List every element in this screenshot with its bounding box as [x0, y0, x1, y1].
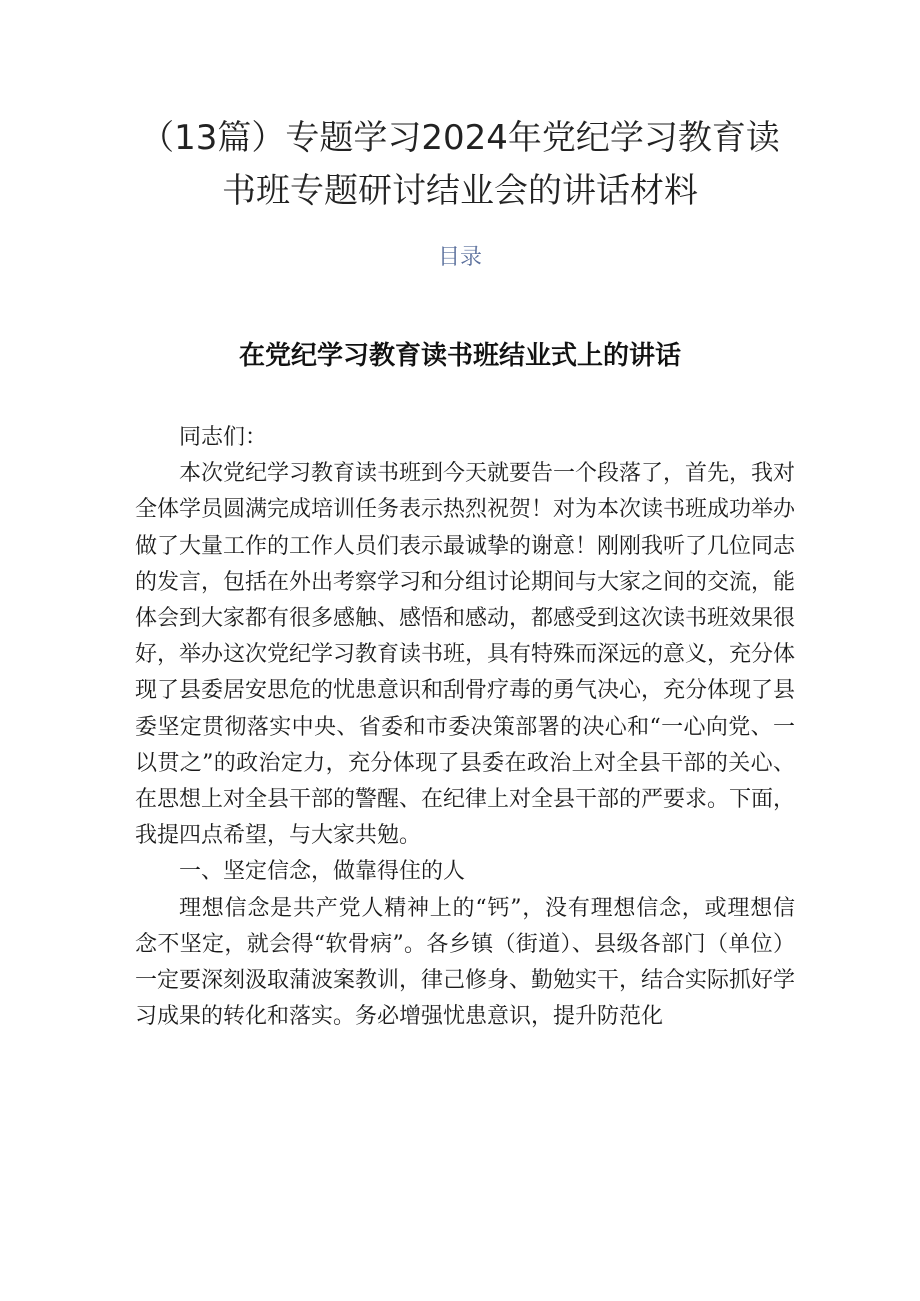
section-title: 在党纪学习教育读书班结业式上的讲话	[238, 341, 681, 371]
document-title-line-1: （13篇）专题学习2024年党纪学习教育读	[140, 118, 780, 158]
speech-body	[135, 420, 795, 1035]
document-title	[100, 112, 820, 218]
document-title-line-2: 书班专题研讨结业会的讲话材料	[222, 171, 698, 211]
paragraph: 理想信念是共产党人精神上的“钙”，没有理想信念，或理想信念不坚定，就会得“软骨病”。各乡镇（街道）、县级各部门（单位）一定要深刻汲取蒲波案教训，律己修身、勤勉实干，结合实际抓好学习成果的转化和落实。务必增强忧患意识，提升防范化	[135, 895, 796, 1030]
subheading-paragraph: 一、坚定信念，做靠得住的人	[179, 859, 466, 885]
table-of-contents-heading: 目录	[437, 245, 482, 270]
paragraph: 本次党纪学习教育读书班到今天就要告一个段落了，首先，我对全体学员圆满完成培训任务表示热烈祝贺！对为本次读书班成功举办做了大量工作的工作人员们表示最诚挚的谢意！刚刚我听了几位同志的发言，包括在外出考察学习和分组讨论期间与大家之间的交流，能体会到大家都有很多感触、感悟和感动，都感受到这次读书班效果很好，举办这次党纪学习教育读书班，具有特殊而深远的意义，充分体现了县委居安思危的忧患意识和刮骨疗毒的勇气决心，充分体现了县委坚定贯彻落实中央、省委和市委决策部署的决心和“一心向党、一以贯之”的政治定力，充分体现了县委在政治上对全县干部的关心、在思想上对全县干部的警醒、在纪律上对全县干部的严要求。下面，我提四点希望，与大家共勉。	[135, 461, 796, 849]
greeting: 同志们：	[179, 425, 268, 450]
